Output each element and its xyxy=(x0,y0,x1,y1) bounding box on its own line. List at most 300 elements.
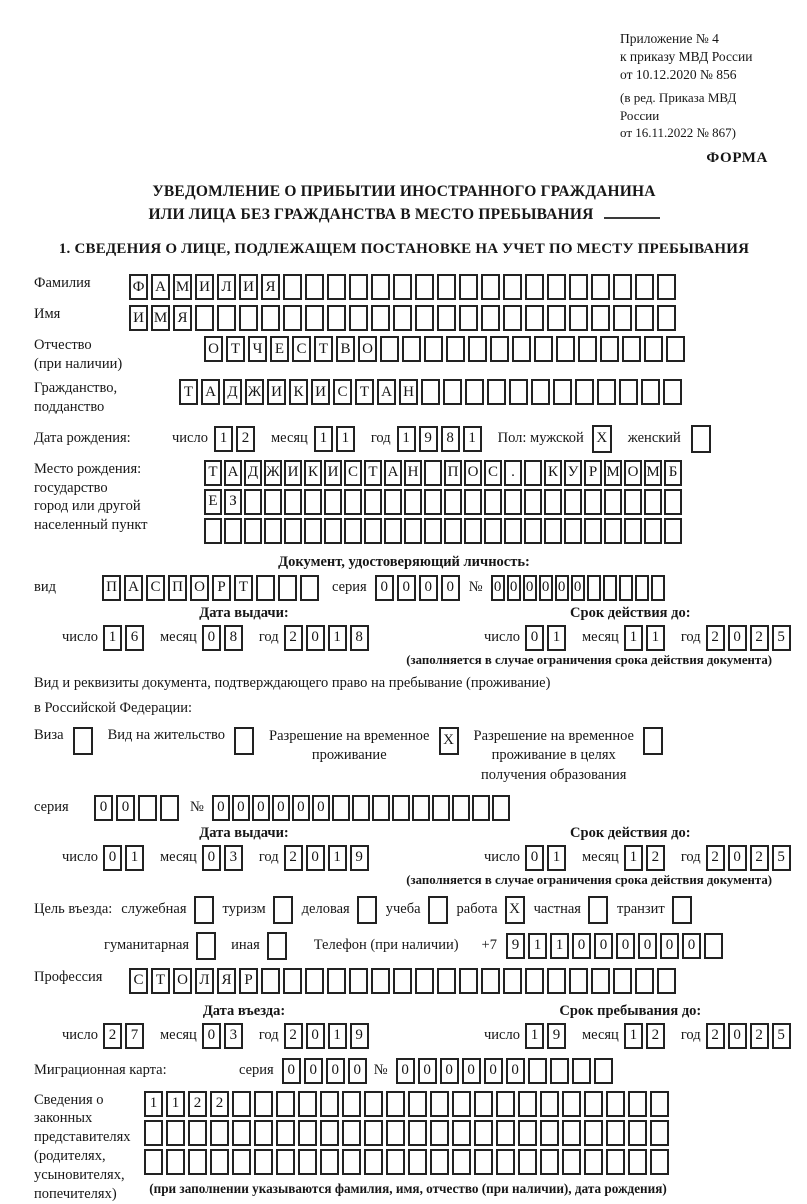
char-cell[interactable] xyxy=(564,489,582,515)
char-cell[interactable] xyxy=(256,575,275,601)
char-cell[interactable] xyxy=(349,274,368,300)
char-cell[interactable]: 0 xyxy=(312,795,330,821)
char-cell[interactable]: О xyxy=(624,460,642,486)
char-cell[interactable] xyxy=(452,795,470,821)
char-cell[interactable] xyxy=(452,1120,471,1146)
char-cell[interactable] xyxy=(597,379,616,405)
char-cell[interactable] xyxy=(254,1149,273,1175)
char-cell[interactable] xyxy=(644,518,662,544)
char-cell[interactable] xyxy=(584,518,602,544)
char-cell[interactable] xyxy=(547,968,566,994)
char-cell[interactable] xyxy=(160,795,179,821)
char-cell[interactable] xyxy=(304,489,322,515)
char-cell[interactable] xyxy=(393,305,412,331)
char-cell[interactable] xyxy=(144,1149,163,1175)
char-cell[interactable]: О xyxy=(464,460,482,486)
temp-residence-education-checkbox[interactable] xyxy=(643,727,663,755)
humanitarian-checkbox[interactable] xyxy=(196,932,216,960)
char-cell[interactable] xyxy=(254,1120,273,1146)
char-cell[interactable]: К xyxy=(304,460,322,486)
char-cell[interactable] xyxy=(603,575,617,601)
char-cell[interactable]: 1 xyxy=(547,845,566,871)
char-cell[interactable] xyxy=(444,518,462,544)
char-cell[interactable] xyxy=(635,274,654,300)
char-cell[interactable]: И xyxy=(239,274,258,300)
char-cell[interactable]: 0 xyxy=(232,795,250,821)
char-cell[interactable]: П xyxy=(444,460,462,486)
char-cell[interactable]: 1 xyxy=(166,1091,185,1117)
char-cell[interactable]: 1 xyxy=(528,933,547,959)
char-cell[interactable]: Т xyxy=(364,460,382,486)
char-cell[interactable]: В xyxy=(336,336,355,362)
char-cell[interactable]: 0 xyxy=(440,1058,459,1084)
char-cell[interactable]: 1 xyxy=(328,1023,347,1049)
char-cell[interactable] xyxy=(371,305,390,331)
char-cell[interactable] xyxy=(424,460,442,486)
char-cell[interactable] xyxy=(278,575,297,601)
char-cell[interactable]: И xyxy=(129,305,148,331)
char-cell[interactable]: Б xyxy=(664,460,682,486)
char-cell[interactable]: Ж xyxy=(245,379,264,405)
char-cell[interactable]: А xyxy=(151,274,170,300)
char-cell[interactable]: М xyxy=(173,274,192,300)
char-cell[interactable]: 2 xyxy=(750,1023,769,1049)
char-cell[interactable]: Я xyxy=(173,305,192,331)
char-cell[interactable] xyxy=(591,274,610,300)
char-cell[interactable] xyxy=(384,489,402,515)
char-cell[interactable] xyxy=(600,336,619,362)
char-cell[interactable]: 0 xyxy=(682,933,701,959)
char-cell[interactable] xyxy=(613,968,632,994)
char-cell[interactable]: Т xyxy=(355,379,374,405)
char-cell[interactable] xyxy=(443,379,462,405)
char-cell[interactable] xyxy=(437,305,456,331)
char-cell[interactable] xyxy=(650,1120,669,1146)
char-cell[interactable] xyxy=(465,379,484,405)
char-cell[interactable] xyxy=(424,518,442,544)
char-cell[interactable]: Я xyxy=(261,274,280,300)
char-cell[interactable] xyxy=(412,795,430,821)
char-cell[interactable]: . xyxy=(504,460,522,486)
char-cell[interactable]: М xyxy=(644,460,662,486)
char-cell[interactable] xyxy=(244,518,262,544)
char-cell[interactable]: 9 xyxy=(547,1023,566,1049)
char-cell[interactable] xyxy=(619,575,633,601)
char-cell[interactable] xyxy=(584,1091,603,1117)
char-cell[interactable]: 1 xyxy=(550,933,569,959)
char-cell[interactable]: Р xyxy=(584,460,602,486)
char-cell[interactable] xyxy=(386,1149,405,1175)
char-cell[interactable] xyxy=(446,336,465,362)
private-checkbox[interactable] xyxy=(588,896,608,924)
char-cell[interactable]: 0 xyxy=(418,1058,437,1084)
char-cell[interactable] xyxy=(584,1120,603,1146)
char-cell[interactable] xyxy=(304,518,322,544)
temp-residence-checkbox[interactable]: X xyxy=(439,727,459,755)
char-cell[interactable] xyxy=(421,379,440,405)
char-cell[interactable] xyxy=(264,489,282,515)
char-cell[interactable] xyxy=(547,274,566,300)
char-cell[interactable] xyxy=(512,336,531,362)
char-cell[interactable]: И xyxy=(311,379,330,405)
char-cell[interactable]: 0 xyxy=(506,1058,525,1084)
other-purpose-checkbox[interactable] xyxy=(267,932,287,960)
char-cell[interactable]: 1 xyxy=(125,845,144,871)
char-cell[interactable] xyxy=(704,933,723,959)
char-cell[interactable]: Р xyxy=(212,575,231,601)
char-cell[interactable] xyxy=(364,1149,383,1175)
char-cell[interactable] xyxy=(298,1091,317,1117)
char-cell[interactable]: Л xyxy=(195,968,214,994)
female-checkbox[interactable] xyxy=(691,425,711,453)
char-cell[interactable] xyxy=(300,575,319,601)
char-cell[interactable] xyxy=(320,1149,339,1175)
char-cell[interactable] xyxy=(166,1120,185,1146)
char-cell[interactable]: С xyxy=(333,379,352,405)
char-cell[interactable] xyxy=(283,968,302,994)
char-cell[interactable]: 0 xyxy=(103,845,122,871)
char-cell[interactable]: И xyxy=(195,274,214,300)
char-cell[interactable]: 1 xyxy=(214,426,233,452)
char-cell[interactable] xyxy=(468,336,487,362)
char-cell[interactable]: П xyxy=(102,575,121,601)
char-cell[interactable] xyxy=(188,1149,207,1175)
char-cell[interactable]: Е xyxy=(270,336,289,362)
char-cell[interactable] xyxy=(594,1058,613,1084)
char-cell[interactable]: 0 xyxy=(272,795,290,821)
char-cell[interactable]: С xyxy=(292,336,311,362)
char-cell[interactable]: К xyxy=(289,379,308,405)
char-cell[interactable] xyxy=(305,968,324,994)
char-cell[interactable]: 0 xyxy=(292,795,310,821)
char-cell[interactable] xyxy=(188,1120,207,1146)
char-cell[interactable]: 2 xyxy=(210,1091,229,1117)
work-checkbox[interactable]: X xyxy=(505,896,525,924)
char-cell[interactable] xyxy=(481,968,500,994)
char-cell[interactable] xyxy=(144,1120,163,1146)
char-cell[interactable] xyxy=(635,305,654,331)
char-cell[interactable]: 0 xyxy=(660,933,679,959)
char-cell[interactable] xyxy=(503,274,522,300)
char-cell[interactable] xyxy=(232,1120,251,1146)
char-cell[interactable]: 0 xyxy=(525,625,544,651)
char-cell[interactable]: 3 xyxy=(224,845,243,871)
char-cell[interactable] xyxy=(496,1091,515,1117)
char-cell[interactable] xyxy=(540,1091,559,1117)
char-cell[interactable] xyxy=(606,1091,625,1117)
char-cell[interactable]: 1 xyxy=(328,625,347,651)
char-cell[interactable]: М xyxy=(604,460,622,486)
char-cell[interactable]: 2 xyxy=(750,845,769,871)
char-cell[interactable] xyxy=(364,489,382,515)
char-cell[interactable] xyxy=(408,1149,427,1175)
char-cell[interactable]: 2 xyxy=(284,625,303,651)
char-cell[interactable]: 1 xyxy=(547,625,566,651)
char-cell[interactable] xyxy=(459,274,478,300)
char-cell[interactable]: 0 xyxy=(306,1023,325,1049)
char-cell[interactable] xyxy=(564,518,582,544)
char-cell[interactable] xyxy=(540,1120,559,1146)
char-cell[interactable]: 0 xyxy=(375,575,394,601)
char-cell[interactable]: 0 xyxy=(539,575,553,601)
char-cell[interactable] xyxy=(261,968,280,994)
residence-permit-checkbox[interactable] xyxy=(234,727,254,755)
char-cell[interactable] xyxy=(364,518,382,544)
char-cell[interactable]: 2 xyxy=(750,625,769,651)
char-cell[interactable]: 5 xyxy=(772,1023,791,1049)
char-cell[interactable] xyxy=(628,1120,647,1146)
char-cell[interactable] xyxy=(283,274,302,300)
char-cell[interactable]: И xyxy=(284,460,302,486)
char-cell[interactable]: Т xyxy=(314,336,333,362)
char-cell[interactable] xyxy=(464,489,482,515)
char-cell[interactable]: 2 xyxy=(284,845,303,871)
char-cell[interactable] xyxy=(254,1091,273,1117)
char-cell[interactable] xyxy=(276,1091,295,1117)
char-cell[interactable]: О xyxy=(173,968,192,994)
char-cell[interactable]: Ф xyxy=(129,274,148,300)
char-cell[interactable]: 0 xyxy=(116,795,135,821)
char-cell[interactable] xyxy=(591,968,610,994)
char-cell[interactable]: 5 xyxy=(772,845,791,871)
char-cell[interactable]: С xyxy=(344,460,362,486)
char-cell[interactable] xyxy=(195,305,214,331)
char-cell[interactable] xyxy=(604,489,622,515)
char-cell[interactable] xyxy=(650,1149,669,1175)
char-cell[interactable]: 6 xyxy=(125,625,144,651)
char-cell[interactable] xyxy=(284,518,302,544)
study-checkbox[interactable] xyxy=(428,896,448,924)
char-cell[interactable] xyxy=(210,1149,229,1175)
char-cell[interactable]: А xyxy=(384,460,402,486)
char-cell[interactable]: 0 xyxy=(728,625,747,651)
char-cell[interactable]: И xyxy=(267,379,286,405)
char-cell[interactable] xyxy=(528,1058,547,1084)
char-cell[interactable] xyxy=(481,274,500,300)
char-cell[interactable]: 1 xyxy=(525,1023,544,1049)
char-cell[interactable]: 0 xyxy=(572,933,591,959)
char-cell[interactable]: 0 xyxy=(571,575,585,601)
char-cell[interactable]: 7 xyxy=(125,1023,144,1049)
char-cell[interactable] xyxy=(324,489,342,515)
char-cell[interactable] xyxy=(562,1091,581,1117)
char-cell[interactable] xyxy=(569,305,588,331)
char-cell[interactable] xyxy=(392,795,410,821)
char-cell[interactable]: 0 xyxy=(728,845,747,871)
char-cell[interactable] xyxy=(606,1149,625,1175)
char-cell[interactable]: А xyxy=(201,379,220,405)
char-cell[interactable] xyxy=(437,968,456,994)
char-cell[interactable] xyxy=(524,489,542,515)
char-cell[interactable] xyxy=(664,518,682,544)
char-cell[interactable] xyxy=(504,489,522,515)
char-cell[interactable] xyxy=(408,1120,427,1146)
char-cell[interactable]: Т xyxy=(234,575,253,601)
char-cell[interactable] xyxy=(342,1091,361,1117)
char-cell[interactable]: 0 xyxy=(484,1058,503,1084)
char-cell[interactable] xyxy=(430,1120,449,1146)
char-cell[interactable]: 0 xyxy=(306,625,325,651)
char-cell[interactable]: Ч xyxy=(248,336,267,362)
char-cell[interactable] xyxy=(380,336,399,362)
char-cell[interactable] xyxy=(657,968,676,994)
char-cell[interactable] xyxy=(320,1120,339,1146)
char-cell[interactable] xyxy=(320,1091,339,1117)
char-cell[interactable] xyxy=(459,968,478,994)
char-cell[interactable]: 8 xyxy=(441,426,460,452)
char-cell[interactable] xyxy=(415,305,434,331)
char-cell[interactable]: 0 xyxy=(326,1058,345,1084)
char-cell[interactable] xyxy=(224,518,242,544)
char-cell[interactable]: Л xyxy=(217,274,236,300)
char-cell[interactable] xyxy=(531,379,550,405)
char-cell[interactable] xyxy=(518,1120,537,1146)
char-cell[interactable] xyxy=(371,274,390,300)
char-cell[interactable]: 0 xyxy=(202,845,221,871)
char-cell[interactable] xyxy=(540,1149,559,1175)
char-cell[interactable] xyxy=(503,305,522,331)
char-cell[interactable] xyxy=(525,305,544,331)
char-cell[interactable] xyxy=(232,1149,251,1175)
char-cell[interactable] xyxy=(553,379,572,405)
char-cell[interactable]: А xyxy=(124,575,143,601)
char-cell[interactable] xyxy=(550,1058,569,1084)
char-cell[interactable]: 1 xyxy=(624,845,643,871)
char-cell[interactable] xyxy=(276,1149,295,1175)
char-cell[interactable] xyxy=(544,518,562,544)
char-cell[interactable] xyxy=(352,795,370,821)
char-cell[interactable] xyxy=(283,305,302,331)
char-cell[interactable] xyxy=(644,489,662,515)
char-cell[interactable] xyxy=(386,1120,405,1146)
char-cell[interactable]: 1 xyxy=(336,426,355,452)
char-cell[interactable] xyxy=(624,518,642,544)
char-cell[interactable]: Р xyxy=(239,968,258,994)
char-cell[interactable] xyxy=(327,968,346,994)
char-cell[interactable]: 0 xyxy=(462,1058,481,1084)
char-cell[interactable] xyxy=(547,305,566,331)
char-cell[interactable] xyxy=(544,489,562,515)
char-cell[interactable]: А xyxy=(377,379,396,405)
char-cell[interactable] xyxy=(430,1091,449,1117)
char-cell[interactable] xyxy=(261,305,280,331)
char-cell[interactable] xyxy=(613,305,632,331)
char-cell[interactable]: 2 xyxy=(103,1023,122,1049)
char-cell[interactable] xyxy=(430,1149,449,1175)
char-cell[interactable]: 2 xyxy=(646,1023,665,1049)
char-cell[interactable] xyxy=(452,1149,471,1175)
char-cell[interactable]: Т xyxy=(204,460,222,486)
char-cell[interactable]: 0 xyxy=(419,575,438,601)
char-cell[interactable] xyxy=(372,795,390,821)
char-cell[interactable]: 2 xyxy=(284,1023,303,1049)
char-cell[interactable] xyxy=(332,795,350,821)
business-checkbox[interactable] xyxy=(357,896,377,924)
char-cell[interactable] xyxy=(650,1091,669,1117)
char-cell[interactable]: 0 xyxy=(616,933,635,959)
char-cell[interactable] xyxy=(572,1058,591,1084)
char-cell[interactable] xyxy=(364,1120,383,1146)
char-cell[interactable] xyxy=(509,379,528,405)
char-cell[interactable] xyxy=(217,305,236,331)
official-checkbox[interactable] xyxy=(194,896,214,924)
char-cell[interactable] xyxy=(415,274,434,300)
char-cell[interactable]: 9 xyxy=(350,1023,369,1049)
char-cell[interactable]: 0 xyxy=(638,933,657,959)
char-cell[interactable] xyxy=(244,489,262,515)
char-cell[interactable]: 1 xyxy=(144,1091,163,1117)
char-cell[interactable]: Т xyxy=(179,379,198,405)
char-cell[interactable]: 0 xyxy=(306,845,325,871)
char-cell[interactable]: 0 xyxy=(491,575,505,601)
char-cell[interactable] xyxy=(464,518,482,544)
char-cell[interactable]: 0 xyxy=(507,575,521,601)
char-cell[interactable]: 9 xyxy=(506,933,525,959)
char-cell[interactable] xyxy=(644,336,663,362)
char-cell[interactable] xyxy=(525,968,544,994)
char-cell[interactable] xyxy=(324,518,342,544)
char-cell[interactable] xyxy=(503,968,522,994)
char-cell[interactable] xyxy=(204,518,222,544)
char-cell[interactable] xyxy=(490,336,509,362)
char-cell[interactable] xyxy=(562,1149,581,1175)
char-cell[interactable]: 0 xyxy=(304,1058,323,1084)
char-cell[interactable] xyxy=(393,274,412,300)
char-cell[interactable] xyxy=(651,575,665,601)
char-cell[interactable]: 2 xyxy=(706,845,725,871)
char-cell[interactable]: 0 xyxy=(282,1058,301,1084)
char-cell[interactable]: 8 xyxy=(224,625,243,651)
char-cell[interactable]: Н xyxy=(404,460,422,486)
char-cell[interactable] xyxy=(584,489,602,515)
char-cell[interactable] xyxy=(342,1149,361,1175)
char-cell[interactable] xyxy=(415,968,434,994)
char-cell[interactable] xyxy=(619,379,638,405)
transit-checkbox[interactable] xyxy=(672,896,692,924)
char-cell[interactable] xyxy=(604,518,622,544)
char-cell[interactable] xyxy=(424,489,442,515)
char-cell[interactable] xyxy=(569,968,588,994)
char-cell[interactable] xyxy=(663,379,682,405)
char-cell[interactable]: Е xyxy=(204,489,222,515)
male-checkbox[interactable]: X xyxy=(592,425,612,453)
char-cell[interactable] xyxy=(496,1149,515,1175)
char-cell[interactable] xyxy=(344,518,362,544)
char-cell[interactable] xyxy=(305,274,324,300)
char-cell[interactable] xyxy=(587,575,601,601)
char-cell[interactable] xyxy=(305,305,324,331)
char-cell[interactable]: С xyxy=(484,460,502,486)
char-cell[interactable] xyxy=(437,274,456,300)
char-cell[interactable] xyxy=(584,1149,603,1175)
char-cell[interactable] xyxy=(556,336,575,362)
char-cell[interactable]: 1 xyxy=(103,625,122,651)
char-cell[interactable] xyxy=(628,1091,647,1117)
char-cell[interactable]: З xyxy=(224,489,242,515)
char-cell[interactable] xyxy=(635,968,654,994)
char-cell[interactable] xyxy=(628,1149,647,1175)
char-cell[interactable] xyxy=(484,489,502,515)
char-cell[interactable]: 0 xyxy=(252,795,270,821)
char-cell[interactable]: А xyxy=(224,460,242,486)
char-cell[interactable]: 2 xyxy=(188,1091,207,1117)
char-cell[interactable] xyxy=(578,336,597,362)
char-cell[interactable]: 1 xyxy=(463,426,482,452)
char-cell[interactable] xyxy=(525,274,544,300)
char-cell[interactable]: 1 xyxy=(397,426,416,452)
char-cell[interactable] xyxy=(666,336,685,362)
char-cell[interactable] xyxy=(518,1149,537,1175)
